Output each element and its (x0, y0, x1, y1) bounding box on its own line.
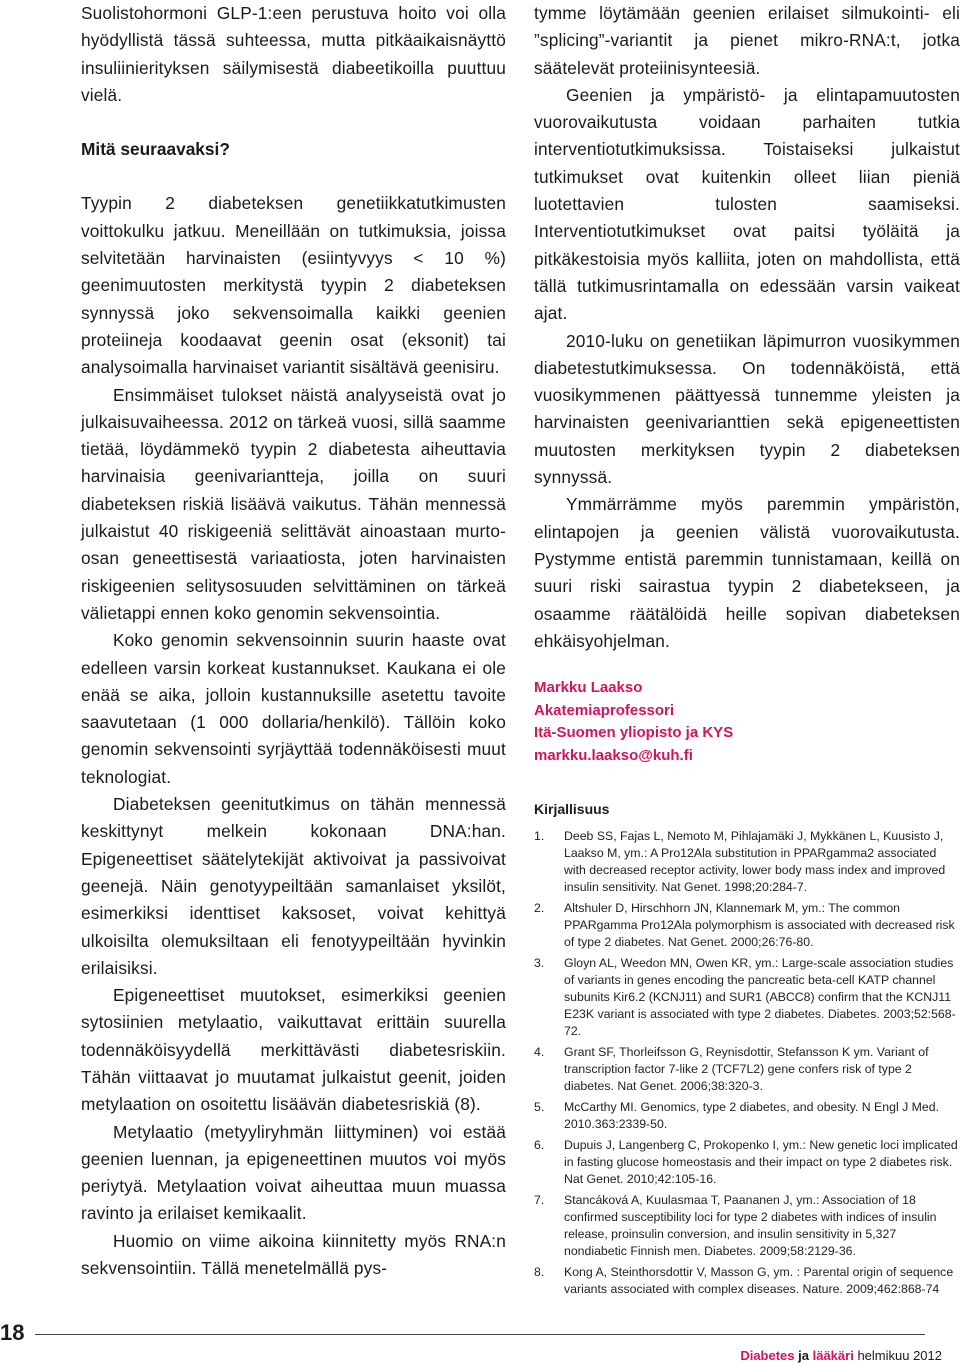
reference-number: 4. (534, 1045, 545, 1060)
reference-number: 7. (534, 1193, 545, 1208)
reference-text: Altshuler D, Hirschhorn JN, Klannemark M, ym.: The common PPARgamma Pro12Ala polymorphism is associated with decreased risk of type 2 diabetes. Nat Genet. 2000;26:76-80. (564, 901, 955, 950)
paragraph: Ensimmäiset tulokset näistä analyyseistä ovat jo julkaisuvaiheessa. 2012 on tärkeä vuosi, sillä saamme tietää, löydämmekö tyypin 2 diabetesta aiheuttavia harvinaisia geenivariantteja, joilla on suuri diabeteksen riskiä lisäävä vaikutus. Tähän mennessä julkaistut 40 riskigeeniä selittävät ainoastaan murto-osan geneettisestä variaatiosta, joten harvinaisten riskigeenien selitysosuuden selvittäminen on tärkeä välietappi ennen koko genomin sekvensointia. (81, 384, 506, 623)
left-column (81, 0, 506, 1282)
publication-name (740, 1348, 942, 1363)
paragraph: tymme löytämään geenien erilaiset silmukointi- eli ”splicing”-variantit ja pienet mikro-RNA:t, jotka säätelevät proteiinisynteesiä. (534, 3, 960, 78)
page-number: 18 (0, 1320, 25, 1345)
reference-text: Kong A, Steinthorsdottir V, Masson G, ym. : Parental origin of sequence variants associated with complex diseases. Nature. 2009;462:868-74 (564, 1265, 954, 1297)
reference-text: Grant SF, Thorleifsson G, Reynisdottir, Stefansson K ym. Variant of transcription factor 7-like 2 (TCF7L2) gene confers risk of type 2 diabetes. Nat Genet. 2006;38:320-3. (564, 1045, 929, 1094)
reference-item (534, 1099, 960, 1133)
author-email[interactable]: markku.laakso@kuh.fi (534, 746, 693, 764)
issue-date: helmikuu 2012 (857, 1348, 942, 1363)
paragraph: Suolistohormoni GLP-1:een perustuva hoito voi olla hyödyllistä tässä suhteessa, mutta pitkäaikaisnäyttö insuliinierityksen säilymisestä diabeetikoilla puuttuu vielä. (81, 3, 506, 105)
reference-text: Dupuis J, Langenberg C, Prokopenko I, ym.: New genetic loci implicated in fasting glucose homeostasis and their impact on type 2 diabetes risk. Nat Genet. 2010;42:105-16. (564, 1138, 958, 1187)
reference-item (534, 1044, 960, 1095)
author-name: Markku Laakso (534, 679, 643, 697)
author-block (534, 677, 960, 767)
references-title: Kirjallisuus (534, 801, 610, 818)
paragraph: Ymmärrämme myös paremmin ympäristön, elintapojen ja geenien välistä vuorovaikutusta. Pystymme entistä paremmin tunnistamaan, keillä on suuri riski sairastua tyypin 2 diabetekseen, ja osaamme räätälöidä heille sopivan diabeteksen ehkäisyohjelman. (534, 494, 960, 651)
reference-number: 6. (534, 1138, 545, 1153)
reference-item (534, 1192, 960, 1260)
reference-item (534, 955, 960, 1040)
reference-text: Gloyn AL, Weedon MN, Owen KR, ym.: Large-scale association studies of variants in genes encoding the pancreatic beta-cell KATP channel subunits Kir6.2 (KCNJ11) and SUR1 (ABCC8) confirm that the KCNJ11 E23K variant is associated with type 2 diabetes. Diabetes. 2003;52:568-72. (564, 956, 956, 1039)
reference-item (534, 1137, 960, 1188)
brand-ja: ja (798, 1348, 809, 1363)
reference-number: 2. (534, 901, 545, 916)
brand-diabetes: Diabetes (740, 1348, 795, 1363)
paragraph: Epigeneettiset muutokset, esimerkiksi geenien sytosiinien metylaatio, vaikuttavat erittäin suurella todennäköisyydellä merkittävästi diabetesriskiin. Tähän viittaavat jo muutamat julkaistut geenit, joiden metylaation on osoitettu lisäävän diabetesriskiä (8). (81, 985, 506, 1115)
page-footer (0, 1320, 960, 1365)
brand-laakari: lääkäri (812, 1348, 854, 1363)
reference-number: 1. (534, 829, 545, 844)
author-affiliation: Itä-Suomen yliopisto ja KYS (534, 724, 734, 742)
footer-rule (35, 1334, 925, 1335)
reference-number: 8. (534, 1265, 545, 1280)
paragraph: Koko genomin sekvensoinnin suurin haaste ovat edelleen varsin korkeat kustannukset. Kaukana ei ole enää se aika, jolloin kustannuksille asetettu tavoite saavutetaan (1 000 dollaria/henkilö). Tällöin koko genomin sekvensointi syrjäyttää todennäköisesti muut teknologiat. (81, 630, 506, 787)
section-heading: Mitä seuraavaksi? (81, 139, 230, 160)
right-column (534, 0, 960, 1302)
reference-text: Stancáková A, Kuulasmaa T, Paananen J, ym.: Association of 18 confirmed susceptibility loci for type 2 diabetes with indices of insulin release, proinsulin conversion, and insulin sensitivity in 5,327 nondiabetic Finnish men. Diabetes. 2009;58:2129-36. (564, 1193, 937, 1259)
paragraph: Huomio on viime aikoina kiinnitetty myös RNA:n sekvensointiin. Tällä menetelmällä pys- (81, 1230, 506, 1279)
references-list (534, 828, 960, 1298)
paragraph: Metylaatio (metyyliryhmän liittyminen) voi estää geenien luennan, ja epigeneettinen muutos voi myös periytyä. Metylaation voivat aiheuttaa muun muassa ravinto ja erilaiset kemikaalit. (81, 1121, 506, 1224)
reference-item (534, 900, 960, 951)
reference-number: 3. (534, 956, 545, 971)
paragraph: Tyypin 2 diabeteksen genetiikkatutkimusten voittokulku jatkuu. Meneillään on tutkimuksia, joissa selvitetään harvinaisten (esiintyvyys < 10 %) geenimuutosten merkitystä tyypin 2 diabeteksen synnyssä joko sekvensoimalla kaikki geenien proteiineja koodaavat geenin osat (eksonit) tai analysoimalla harvinaiset variantit sisältävä geenisiru. (81, 193, 506, 378)
paragraph: 2010-luku on genetiikan läpimurron vuosikymmen diabetestutkimuksessa. On todennäköistä, että vuosikymmenen päättyessä tunnemme yleisten ja harvinaisten geenivarianttien sekä epigeneettisten muutosten merkityksen tyypin 2 diabeteksen synnyssä. (534, 330, 960, 488)
reference-item (534, 828, 960, 896)
paragraph: Geenien ja ympäristö- ja elintapamuutosten vuorovaikutusta voidaan parhaiten tutkia interventiotutkimuksissa. Toistaiseksi julkaistut tutkimukset ovat kuitenkin olleet liian pieniä luotettavien tulosten saamiseksi. Interventiotutkimukset ovat paitsi työläitä ja pitkäkestoisia myös kalliita, joten on mahdollista, että tällä tutkimusrintamalla on edessään varsin vaikeat ajat. (534, 84, 960, 324)
reference-text: Deeb SS, Fajas L, Nemoto M, Pihlajamäki J, Mykkänen L, Kuusisto J, Laakso M, ym.: A Pro12Ala substitution in PPARgamma2 associated with decreased receptor activity, lower body mass index and improved insulin sensitivity. Nat Genet. 1998;20:284-7. (564, 829, 946, 895)
reference-number: 5. (534, 1100, 545, 1115)
paragraph: Diabeteksen geenitutkimus on tähän mennessä keskittynyt melkein kokonaan DNA:han. Epigeneettiset säätelytekijät aktivoivat ja passivoivat geenejä. Näin genotyypeiltään samanlaiset yksilöt, esimerkiksi identtiset kaksoset, voivat kehittyä ulkoisilta olemuksiltaan eli fenotyypeiltään hyvinkin erilaisiksi. (81, 794, 506, 978)
reference-item (534, 1264, 960, 1298)
reference-text: McCarthy MI. Genomics, type 2 diabetes, and obesity. N Engl J Med. 2010.363:2339-50. (564, 1100, 939, 1132)
author-title: Akatemiaprofessori (534, 701, 675, 719)
